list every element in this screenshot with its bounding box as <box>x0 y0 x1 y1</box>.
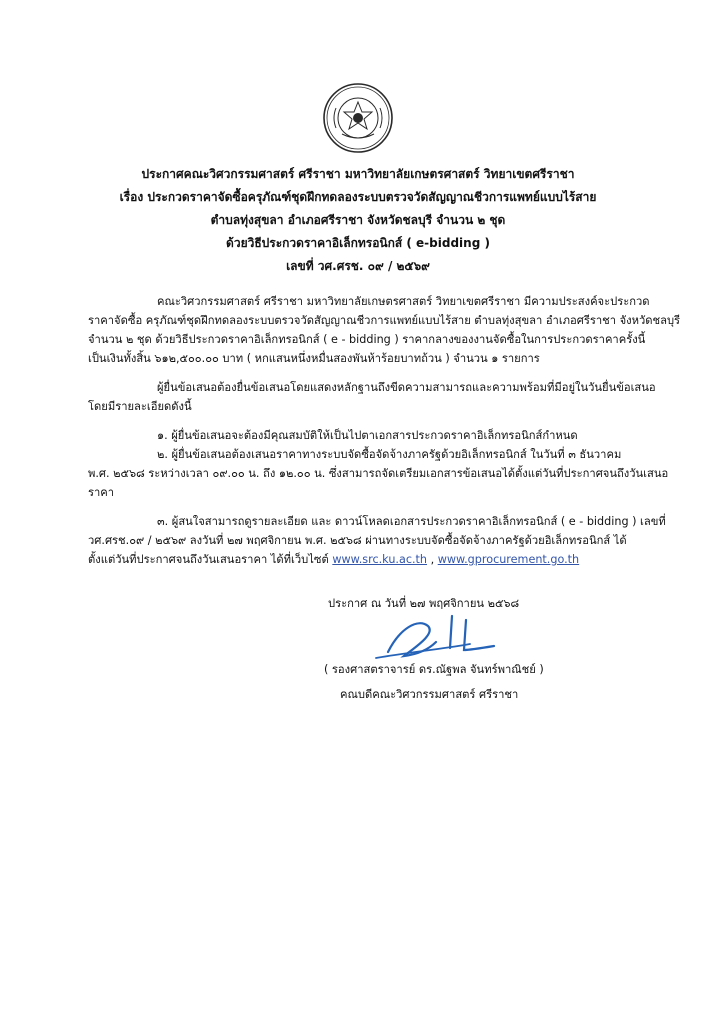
gprocurement-website-link[interactable]: www.gprocurement.go.th <box>437 553 580 566</box>
requirement-item-2-line: พ.ศ. ๒๕๖๘ ระหว่างเวลา ๐๙.๐๐ น. ถึง ๑๒.๐๐ น. ซึ่งสามารถจัดเตรียมเอกสารข้อเสนอได้ตั้งแต่วันที่ประกาศจนถึงวันเสนอ <box>88 467 669 480</box>
requirement-item-3-line: วศ.ศรช.๐๙ / ๒๕๖๙ ลงวันที่ ๒๗ พฤศจิกายน พ.ศ. ๒๕๖๘ ผ่านทางระบบจัดซื้อจัดจ้างภาครัฐด้วยอิเล็กทรอนิกส์ ได้ <box>88 534 627 547</box>
paragraph-2-line: โดยมีรายละเอียดดังนี้ <box>88 400 192 413</box>
requirement-item-3-line <box>88 550 579 569</box>
paragraph-2-line: ผู้ยื่นข้อเสนอต้องยื่นข้อเสนอโดยแสดงหลักฐานถึงขีดความสามารถและความพร้อมที่มีอยู่ในวันยื่นข้อเสนอ <box>157 381 656 394</box>
signer-name: ( รองศาสตราจารย์ ดร.ณัฐพล จันทร์พาณิชย์ ) <box>324 663 544 676</box>
announcement-location: ตำบลทุ่งสุขลา อำเภอศรีราชา จังหวัดชลบุรี จำนวน ๒ ชุด <box>210 213 506 227</box>
university-seal-logo <box>322 82 394 154</box>
requirement-item-3-line: ๓. ผู้สนใจสามารถดูรายละเอียด และ ดาวน์โหลดเอกสารประกวดราคาอิเล็กทรอนิกส์ ( e - bidding ) เลขที่ <box>157 515 666 528</box>
announcement-date: ประกาศ ณ วันที่ ๒๗ พฤศจิกายน ๒๕๖๘ <box>328 597 520 610</box>
signer-position: คณบดีคณะวิศวกรรมศาสตร์ ศรีราชา <box>340 688 519 701</box>
announcement-method: ด้วยวิธีประกวดราคาอิเล็กทรอนิกส์ ( e-bidding ) <box>226 236 490 250</box>
src-website-link[interactable]: www.src.ku.ac.th <box>332 553 428 566</box>
requirement-item-2-line: ๒. ผู้ยื่นข้อเสนอต้องเสนอราคาทางระบบจัดซื้อจัดจ้างภาครัฐด้วยอิเล็กทรอนิกส์ ในวันที่ ๓ ธันวาคม <box>157 448 622 461</box>
announcement-number: เลขที่ วศ.ศรช. ๐๙ / ๒๕๖๙ <box>286 259 430 273</box>
paragraph-1-line: จำนวน ๒ ชุด ด้วยวิธีประกวดราคาอิเล็กทรอนิกส์ ( e - bidding ) ราคากลางของงานจัดซื้อในการประกวดราคาครั้งนี้ <box>88 333 646 346</box>
website-prefix-text: ตั้งแต่วันที่ประกาศจนถึงวันเสนอราคา ได้ที่เว็บไซต์ <box>88 553 333 566</box>
link-separator: , <box>427 553 438 566</box>
handwritten-signature <box>370 608 510 668</box>
paragraph-1-line: ราคาจัดซื้อ ครุภัณฑ์ชุดฝึกทดลองระบบตรวจวัดสัญญาณชีวการแพทย์แบบไร้สาย ตำบลทุ่งสุขลา อำเภอศรีราชา จังหวัดชลบุรี <box>88 314 681 327</box>
requirement-item-1: ๑. ผู้ยื่นข้อเสนอจะต้องมีคุณสมบัติให้เป็นไปตาเอกสารประกวดราคาอิเล็กทรอนิกส์กำหนด <box>157 429 578 442</box>
announcement-title: ประกาศคณะวิศวกรรมศาสตร์ ศรีราชา มหาวิทยาลัยเกษตรศาสตร์ วิทยาเขตศรีราชา <box>141 167 575 181</box>
announcement-subject: เรื่อง ประกวดราคาจัดซื้อครุภัณฑ์ชุดฝึกทดลองระบบตรวจวัดสัญญาณชีวการแพทย์แบบไร้สาย <box>119 190 597 204</box>
paragraph-1-line: คณะวิศวกรรมศาสตร์ ศรีราชา มหาวิทยาลัยเกษตรศาสตร์ วิทยาเขตศรีราชา มีความประสงค์จะประกวด <box>157 295 650 308</box>
paragraph-1-line: เป็นเงินทั้งสิ้น ๖๑๒,๕๐๐.๐๐ บาท ( หกแสนหนึ่งหมื่นสองพันห้าร้อยบาทถ้วน ) จำนวน ๑ รายการ <box>88 352 540 365</box>
requirement-item-2-line: ราคา <box>88 486 115 499</box>
